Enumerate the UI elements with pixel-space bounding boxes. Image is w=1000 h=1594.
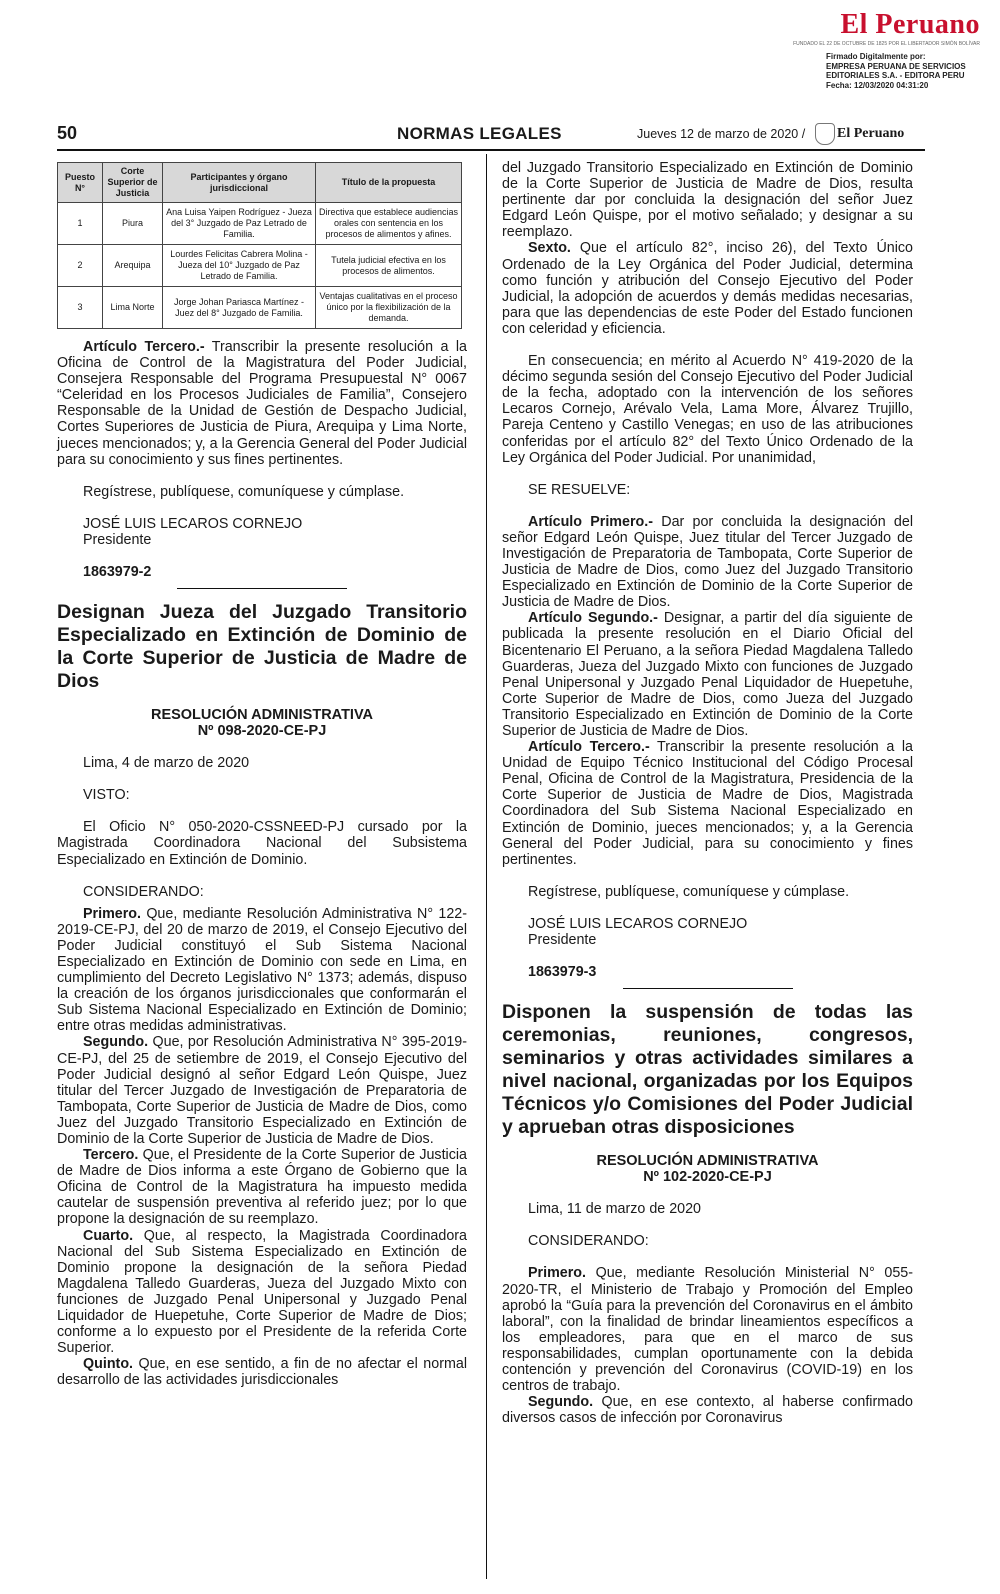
table-cell: Ana Luisa Yaipen Rodríguez - Jueza del 3° Juzgado de Paz Letrado de Familia. — [163, 203, 316, 245]
table-cell: Directiva que establece audiencias orales con sentencia en los procesos de alimentos y afines. — [316, 203, 462, 245]
table-cell: Tutela judicial efectiva en los procesos de alimentos. — [316, 245, 462, 287]
paragraph-label: Cuarto. — [83, 1227, 134, 1244]
table-cell: Jorge Johan Pariasca Martínez - Juez del 8° Juzgado de Familia. — [163, 287, 316, 329]
table-cell: 2 — [58, 245, 103, 287]
section-divider — [623, 988, 793, 989]
resolution-number: Nº 102-2020-CE-PJ — [643, 1169, 772, 1186]
col-header: Título de la propuesta — [316, 163, 462, 203]
paragraph-text: Que, mediante Resolución Ministerial N° 055-2020-TR, el Ministerio de Trabajo y Promoción del Empleo aprobó la “Guía para la prevención del Coronavirus en el ámbito laboral”, con la finalidad de brindar lineamientos específicos a los empleadores, para que en el marco de sus responsabilidades, cumplan oportunamente con la debida contención y prevención del Coronavirus (COVID-19) en los centros de trabajo. — [502, 1265, 913, 1395]
resuelve-heading: SE RESUELVE: — [528, 481, 631, 498]
publication-code: 1863979-3 — [528, 964, 597, 981]
left-column — [57, 162, 467, 1389]
table-cell: Ventajas cualitativas en el proceso único por la flexibilización de la demanda. — [316, 287, 462, 329]
paragraph-label: Sexto. — [528, 240, 571, 257]
section-divider — [177, 588, 347, 589]
signature-line: EMPRESA PERUANA DE SERVICIOS — [826, 61, 966, 71]
article-paragraph — [502, 610, 913, 739]
considerando-paragraph — [502, 240, 913, 337]
article-label: Artículo Primero.- — [528, 513, 654, 530]
resolution-number: Nº 098-2020-CE-PJ — [197, 723, 327, 740]
coat-of-arms-icon — [815, 123, 835, 145]
publication-code: 1863979-2 — [83, 564, 152, 581]
paragraph-text: Que, en ese sentido, a fin de no afectar el normal desarrollo de las actividades jurisdiccionales — [57, 1356, 467, 1389]
considerando-paragraph — [57, 1228, 467, 1357]
resolution-label: RESOLUCIÓN ADMINISTRATIVA — [150, 707, 374, 724]
digital-signature-block — [826, 52, 966, 90]
considerando-heading: CONSIDERANDO: — [83, 883, 204, 900]
col-header: Puesto N° — [58, 163, 103, 203]
continued-paragraph: del Juzgado Transitorio Especializado en Extinción de Dominio de la Corte Superior de Justicia de Madre de Dios, resulta pertinente dar por concluida la designación del señor Juez Edgard León Quispe, por el motivo señalado; y designar a su reemplazo. — [502, 160, 913, 241]
table-cell: Lourdes Felicitas Cabrera Molina - Jueza del 10° Juzgado de Paz Letrado de Familia. — [163, 245, 316, 287]
resolution-title: Disponen la suspensión de todas las ceremonias, reuniones, congresos, seminarios y otras actividades similares a nivel nacional, organizadas por los Equipos Técnicos y/o Comisiones del Poder Judicial y aprueban otras disposiciones — [502, 1001, 913, 1139]
closing-formula: Regístrese, publíquese, comuníquese y cúmplase. — [528, 883, 850, 900]
table-cell: Piura — [103, 203, 163, 245]
paragraph-label: Primero. — [528, 1265, 587, 1282]
table-cell: 1 — [58, 203, 103, 245]
signer-name: JOSÉ LUIS LECAROS CORNEJO — [83, 515, 303, 532]
paragraph-text: Que el artículo 82°, inciso 26), del Texto Único Ordenado de la Ley Orgánica del Poder Judicial, determina como función y atribución del Consejo Ejecutivo del Poder Judicial, la adopción de acuerdos y demás medidas necesarias, para que las dependencias de este Poder del Estado funcionen con celeridad y eficiencia. — [502, 240, 913, 337]
issue-date: Jueves 12 de marzo de 2020 / — [637, 127, 806, 141]
signature-line: Fecha: 12/03/2020 04:31:20 — [826, 80, 929, 90]
table-cell: Arequipa — [103, 245, 163, 287]
considerando-heading: CONSIDERANDO: — [528, 1233, 649, 1250]
place-date: Lima, 11 de marzo de 2020 — [528, 1201, 701, 1218]
article-label: Artículo Tercero.- — [83, 339, 205, 355]
resolution-label: RESOLUCIÓN ADMINISTRATIVA — [596, 1153, 819, 1170]
right-column — [502, 160, 913, 1426]
table-row — [58, 203, 462, 245]
visto-text: El Oficio N° 050-2020-CSSNEED-PJ cursado por la Magistrada Coordinadora Nacional del Subsistema Especializado en Extinción de Dominio. — [57, 819, 467, 868]
article-paragraph — [57, 339, 467, 468]
considerando-paragraph — [502, 1265, 913, 1394]
place-date: Lima, 4 de marzo de 2020 — [83, 755, 250, 772]
table-header-row — [58, 163, 462, 203]
article-text: Designar, a partir del día siguiente de publicada la presente resolución en el Diario Oficial del Bicentenario El Peruano, a la señora Piedad Magdalena Talledo Guarderas, Jueza del Juzgado Mixto con funciones de Juzgado Penal Unipersonal y Juzgado Penal Liquidador de Huepetuhe, Corte Superior de Madre de Dios, como Jueza del Juzgado Transitorio Especializado en Extinción de Dominio de la Corte Superior de Justicia de Madre de Dios. — [502, 610, 913, 739]
masthead — [793, 10, 980, 47]
signer-role: Presidente — [528, 932, 597, 949]
paragraph-text: Que, por Resolución Administrativa N° 395-2019-CE-PJ, del 25 de setiembre de 2019, el Consejo Ejecutivo del Poder Judicial designó al señor Edgard León Quispe, Juez titular del Tercer Juzgado de Investigación de Preparatoria de Tambopata, Corte Superior de Justicia de Madre de Dios, como Juez del Juzgado Transitorio Especializado en Extinción de Dominio de la Corte Superior de Justicia de Madre de Dios. — [57, 1034, 467, 1147]
article-paragraph — [502, 514, 913, 611]
paragraph-text: Que, al respecto, la Magistrada Coordinadora Nacional del Sub Sistema Especializado en Extinción de Dominio propone la designación de la señora Piedad Magdalena Talledo Guarderas, Jueza del Juzgado Mixto con funciones de Juzgado Penal Unipersonal y Juzgado Penal Liquidador de Huepetuhe, Corte Superior de Madre de Dios; conforme a lo expuesto por el Presidente de la referida Corte Superior. — [57, 1227, 467, 1357]
col-header: Corte Superior de Justicia — [103, 163, 163, 203]
considerando-paragraph — [502, 1394, 913, 1426]
table-row — [58, 245, 462, 287]
article-label: Artículo Tercero.- — [528, 739, 650, 756]
section-title: NORMAS LEGALES — [397, 124, 562, 143]
paragraph-label: Segundo. — [528, 1394, 594, 1411]
article-label: Artículo Segundo.- — [528, 610, 658, 627]
column-divider — [486, 154, 487, 1579]
visto-heading: VISTO: — [83, 787, 130, 804]
closing-formula: Regístrese, publíquese, comuníquese y cúmplase. — [83, 483, 405, 500]
article-text: Transcribir la presente resolución a la Oficina de Control de la Magistratura del Poder Judicial, Consejera Responsable del Programa Presupuestal N° 0067 “Celeridad en los Procesos Judiciales de Familia”, Consejero Responsable de la Unidad de Gestión de Despacho Judicial, Cortes Superiores de Justicia de Piura, Arequipa y Lima Norte, jueces mencionados; y, a la Gerencia General del Poder Judicial para su conocimiento y sus fines pertinentes. — [57, 339, 467, 468]
col-header: Participantes y órgano jurisdiccional — [163, 163, 316, 203]
table-row — [58, 287, 462, 329]
article-text: Dar por concluida la designación del señor Edgard León Quispe, Juez titular del Tercer Juzgado de Investigación de Preparatoria de Tambopata, Corte Superior de Justicia de Madre de Dios, como Juez del Juzgado Transitorio Especializado en Extinción de Dominio de la Corte Superior de Justicia de Madre de Dios. — [502, 513, 913, 611]
masthead-tagline: FUNDADO EL 22 DE OCTUBRE DE 1825 POR EL LIBERTADOR SIMÓN BOLÍVAR — [793, 41, 980, 47]
el-peruano-logo: El Peruano — [840, 9, 980, 40]
considerando-paragraph — [57, 1356, 467, 1388]
considerando-paragraph — [57, 1147, 467, 1227]
paragraph-label: Quinto. — [83, 1356, 134, 1373]
considerando-paragraph — [57, 1034, 467, 1147]
proposals-table — [57, 162, 462, 329]
page-header — [57, 123, 925, 147]
article-paragraph — [502, 739, 913, 868]
paragraph-text: Que, en ese contexto, al haberse confirmado diversos casos de infección por Coronavirus — [502, 1394, 913, 1427]
page-number: 50 — [57, 123, 78, 143]
paragraph-label: Tercero. — [83, 1147, 139, 1164]
signer-role: Presidente — [83, 531, 152, 548]
paragraph-label: Segundo. — [83, 1034, 149, 1051]
paragraph-text: Que, el Presidente de la Corte Superior de Justicia de Madre de Dios informa a este Órgano de Gobierno que la Oficina de Control de la Magistratura ha impuesto medida cautelar de suspensión preventiva al referido juez; por lo que propone la designación de su reemplazo. — [57, 1147, 467, 1228]
resolution-title: Designan Jueza del Juzgado Transitorio Especializado en Extinción de Dominio de la Corte Superior de Justicia de Madre de Dios — [57, 601, 467, 693]
table-cell: 3 — [58, 287, 103, 329]
signature-line: EDITORIALES S.A. - EDITORA PERU — [826, 71, 965, 80]
consecuencia-paragraph: En consecuencia; en mérito al Acuerdo N° 419-2020 de la décimo segunda sesión del Consejo Ejecutivo del Poder Judicial de la fecha, adoptado con la intervención de los señores Lecaros Cornejo, Arévalo Vela, Lama More, Álvarez Trujillo, Pareja Centeno y Castillo Venegas; en uso de las atribuciones conferidas por el artículo 82° del Texto Único Ordenado de la Ley Orgánica del Poder Judicial. Por unanimidad, — [502, 353, 913, 466]
signature-line: Firmado Digitalmente por: — [826, 52, 926, 61]
considerando-paragraph — [57, 906, 467, 1035]
table-cell: Lima Norte — [103, 287, 163, 329]
paragraph-label: Primero. — [83, 905, 142, 922]
paragraph-text: Que, mediante Resolución Administrativa N° 122-2019-CE-PJ, del 20 de marzo de 2019, el Consejo Ejecutivo del Poder Judicial constituyó el Sub Sistema Nacional Especializado en Extinción de Dominio con sede en Lima, en cumplimiento del Decreto Legislativo N° 1373; además, dispuso la creación de los órganos jurisdiccionales que conformarán el Sub Sistema Nacional Especializado en Extinción de Dominio; entre otras medidas administrativas. — [57, 905, 467, 1035]
signer-name: JOSÉ LUIS LECAROS CORNEJO — [528, 915, 748, 932]
article-text: Transcribir la presente resolución a la Unidad de Equipo Técnico Institucional del Código Procesal Penal, Oficina de Control de la Magistratura, Presidencia de la Corte Superior de Justicia de Madre de Dios, Magistrada Coordinadora del Sub Sistema Nacional Especializado en Extinción de Dominio, jueces mencionados; y, a la Gerencia General del Poder Judicial, para su conocimiento y fines pertinentes. — [502, 739, 913, 868]
header-brand: El Peruano — [837, 126, 905, 141]
header-rule — [57, 149, 925, 151]
